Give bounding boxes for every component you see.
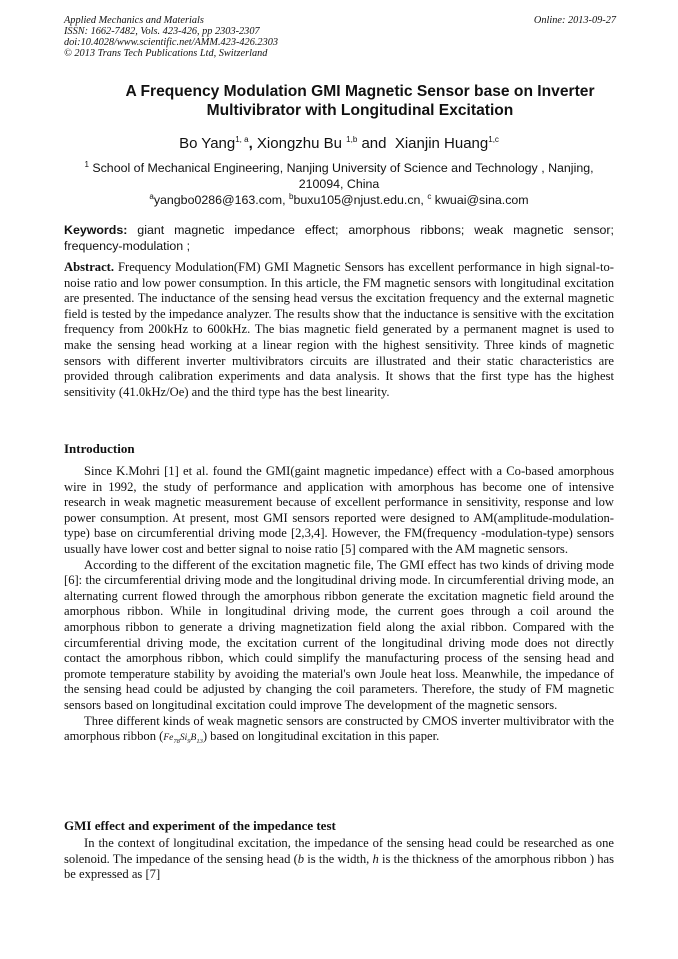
variable-h: h <box>372 851 379 866</box>
paragraph-text: ) based on longitudinal excitation in this paper. <box>202 729 440 744</box>
section-heading-introduction: Introduction <box>64 441 135 456</box>
paragraph <box>64 714 614 750</box>
and-word: and <box>361 135 387 152</box>
affiliation-line-1: School of Mechanical Engineering, Nanjing University of Science and Technology , Nanjing, <box>92 161 594 175</box>
affil-sup: 1 <box>84 159 89 169</box>
formula-subscript: 9 <box>187 737 191 745</box>
author-list: Bo Yang$^{1, a}$, Xiongzhu Bu $^{1,b}$ and Xianjin Huang$^{1,c}$ <box>179 135 499 152</box>
paragraph: Since K.Mohri [1] et al. found the GMI(gaint magnetic impedance) effect with a Co-based amorphous wire in 1992, the study of performance and application with amorphous has become one of intensive research in weak magnetic measurement because of excellent performance in sensitivity, response and low power consumption. At present, most GMI sensors reported were designed to AM(amplitude-modulation-type) base on circumferential driving mode [2,3,4]. However, the FM(frequency -modulation-type) sensors usually have lower cost and better signal to noise ratio [5] compared with the AM magnetic sensors. <box>64 464 614 556</box>
title-line-2: Multivibrator with Longitudinal Excitation <box>206 101 514 119</box>
journal-info <box>64 15 278 59</box>
email-link[interactable]: kwuai@sina.com <box>434 193 529 207</box>
email-sup: a <box>149 191 154 201</box>
formula-element: B <box>190 733 197 744</box>
email-sup: b <box>289 191 294 201</box>
alloy-formula <box>163 733 202 743</box>
author-affil-sup: 1,b <box>346 135 358 144</box>
affiliation <box>64 161 614 192</box>
email-link[interactable]: buxu105@njust.edu.cn, <box>293 193 424 207</box>
title-line-1: A Frequency Modulation GMI Magnetic Sensor base on Inverter <box>125 83 595 100</box>
formula-subscript: 78 <box>173 737 180 745</box>
formula-element: Fe <box>163 733 174 744</box>
email-sup: c <box>427 191 432 201</box>
formula-subscript: 13 <box>196 737 203 745</box>
author-name: Bo Yang <box>179 135 236 152</box>
formula-element: Si <box>179 733 188 744</box>
email-list <box>64 193 614 207</box>
journal-name: Applied Mechanics and Materials <box>64 15 204 26</box>
paragraph-text: is the thickness of the amorphous ribbon ) has be expressed as [7] <box>64 851 614 882</box>
email-link[interactable]: yangbo0286@163.com, <box>153 193 286 207</box>
paragraph-text: In the context of longitudinal excitation, the impedance of the sensing head could be researched as one solenoid. The impedance of the sensing head ( <box>64 836 614 866</box>
copyright-line: © 2013 Trans Tech Publications Ltd, Switzerland <box>64 48 268 59</box>
paragraph-text: is the width, <box>304 851 373 866</box>
paragraph: According to the different of the excitation magnetic file, The GMI effect has two kinds of driving mode [6]: the circumferential driving mode and the longitudinal driving mode. In circumferential driving mode, an alternating current flowed through the amorphous ribbon generate the excitation magnetic field around the amorphous ribbon. While in longitudinal driving mode, the current goes through a coil around the amorphous ribbon to generate a driving magnetization field along the axial ribbon. Compared with the circumferential driving mode, the excitation current of the longitudinal driving mode does not directly contact the amorphous ribbon, which could simplify the manufacturing process of the sensing head and promote temperature stability by avoiding the material's own Joule heat loss. Meanwhile, the impedance of the sensing head could be adjusted by changing the coil parameters. Therefore, the study of FM magnetic sensors based on longitudinal excitation could improve The development of the magnetic sensors. <box>64 557 614 712</box>
doi-line: doi:10.4028/www.scientific.net/AMM.423-426.2303 <box>64 37 279 48</box>
keywords-text: giant magnetic impedance effect; amorphous ribbons; weak magnetic sensor; frequency-modulation ; <box>64 223 614 253</box>
issn-line: ISSN: 1662-7482, Vols. 423-426, pp 2303-2307 <box>64 26 260 37</box>
paragraph-text: Three different kinds of weak magnetic sensors are constructed by CMOS inverter multivibrator with the amorphous ribbon ( <box>64 713 614 744</box>
abstract-text: Frequency Modulation(FM) GMI Magnetic Sensors has excellent performance in high signal-to-noise ratio and low power consumption. In this article, the FM magnetic sensors with longitudinal excitation are presented. The inductance of the sensing head versus the excitation frequency and the external magnetic field is tested by the impedance analyzer. The results show that the inductance is sensitive with the excitation frequency from 200kHz to 600kHz. The bias magnetic field generated by a permanent magnet is used to make the sensing head working at a linear region with the highest sensitivity. Three kinds of magnetic sensors with different inverter multivibrators circuits are illustrated and their static characteristics are provided through calibration experiments and data analysis. It shows that the first type has the highest sensitivity (41.0kHz/Oe) and the third type has the best linearity. <box>64 260 614 399</box>
gmi-section-body <box>64 836 614 883</box>
abstract-label: Abstract. <box>64 260 115 274</box>
author-name: Xiongzhu Bu <box>256 135 342 152</box>
keywords-label: Keywords: <box>64 223 128 237</box>
paper-title <box>64 83 656 120</box>
affiliation-line-2: 210094, China <box>298 176 380 191</box>
online-date: Online: 2013-09-27 <box>533 15 616 26</box>
author-affil-sup: 1, a <box>235 135 249 144</box>
variable-b: b <box>297 851 305 866</box>
author-name: Xianjin Huang <box>394 135 489 152</box>
author-affil-sup: 1,c <box>488 135 499 144</box>
keywords <box>64 223 614 254</box>
abstract <box>64 260 614 400</box>
introduction-body <box>64 464 614 750</box>
section-heading-gmi: GMI effect and experiment of the impedance test <box>64 818 336 833</box>
paragraph <box>64 836 614 883</box>
